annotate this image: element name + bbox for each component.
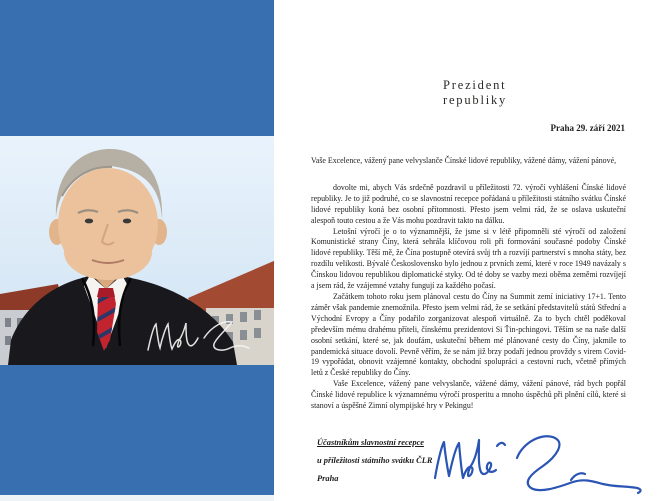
letter-page: [274, 0, 663, 501]
closing-line3: Praha: [317, 474, 339, 483]
paragraph-3: Začátkem tohoto roku jsem plánoval cestu do Číny na Summit zemí iniciativy 17+1. Tento záměr však pandemie znemožnila. Přesto jsem velmi rád, že se setkání představitelů států Střední a Východní Evropy a Číny podařilo zorganizovat alespoň virtuálně. Za to bych chtěl poděkoval především mému drahému příteli, čínskému prezidentovi Si Ťin-pchingovi. Těším se na naše další osobní setkání, které se, jak doufám, uskuteční během mé plánované cesty do Číny, jakmile to pandemická situace dovolí. Pevně věřím, že se nám již brzy podaří jednou provždy s virem Covid-19 vypořádat, obnovit vzájemné kontakty, obchodní spolupráci a cestovní ruch, včetně přímých letů z České republiky do Číny.: [311, 291, 626, 378]
handwritten-signature: [425, 430, 650, 496]
letter-body: [311, 156, 626, 412]
dateline: Praha 29. září 2021: [550, 123, 625, 133]
letterhead: [443, 78, 507, 108]
president-portrait-photo: [0, 136, 276, 365]
left-photo-panel: [0, 0, 274, 495]
closing-line1: Účastníkům slavnostní recepce: [317, 438, 425, 447]
paragraph-1: dovolte mi, abych Vás srdečně pozdravil u příležitosti 72. výročí vyhlášení Čínské lidové republiky. Je to již podruhé, co se slavnostní recepce pořádaná u příležitosti státního svátku Čínské lidové republiky koná bez osobní přítomnosti. Přesto jsem velmi rád, že se oslava uskuteční alespoň touto cestou a že Vás mohu pozdravit takto na dálku.: [311, 182, 626, 225]
letterhead-line1: Prezident: [443, 78, 507, 92]
paragraph-4: Vaše Excelence, vážený pane velvyslanče, vážené dámy, vážení pánové, rád bych popřál Čínské lidové republice k významnému výročí prosperitu a mnoho úspěchů při plnění cílů, které si stanoví a úspěšné Zimní olympijské hry v Pekingu!: [311, 379, 626, 411]
closing-block: [317, 434, 432, 488]
paragraph-2: Letošní výročí je o to významnější, že jsme si v létě připomněli sté výročí od založení Komunistické strany Číny, která sehrála klíčovou roli při formování současné podoby Čínské lidové republiky. Těší mě, že Čína postupně otevírá svůj trh a rozvíjí partnerství s mnoha státy, bez rozdílu velikosti. Bývalé Československo bylo jednou z prvních zemí, které v roce 1949 navázaly s Čínskou lidovou republikou diplomatické styky. Od té doby se vazby mezi oběma zeměmi rozvíjejí a jsem rád, že vzájemné vztahy fungují za každého počasí.: [311, 226, 626, 291]
letterhead-line2: republiky: [443, 93, 508, 107]
salutation: Vaše Excelence, vážený pane velvyslanče Čínské lidové republiky, vážené dámy, vážení pánové,: [311, 156, 617, 165]
closing-line2: u příležitosti státního svátku ČLR: [317, 456, 433, 465]
